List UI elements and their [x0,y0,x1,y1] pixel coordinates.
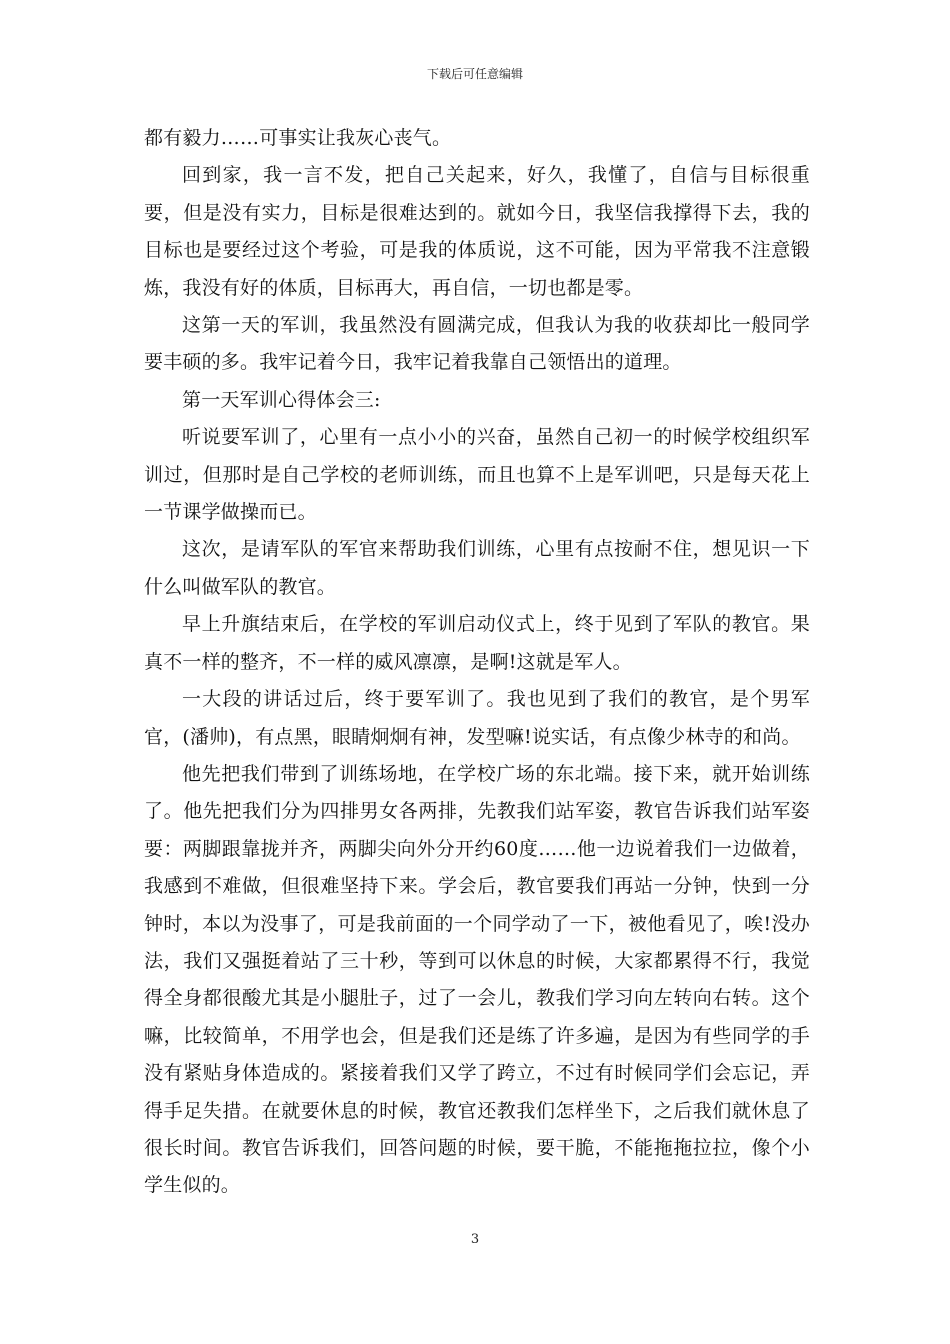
paragraph-5: 听说要军训了，心里有一点小小的兴奋，虽然自己初一的时候学校组织军训过，但那时是自己学校的老师训练，而且也算不上是军训吧，只是每天花上一节课学做操而已。 [144,426,810,524]
section-heading: 第一天军训心得体会三: [182,388,381,411]
paragraph-7: 早上升旗结束后，在学校的军训启动仪式上，终于见到了军队的教官。果真不一样的整齐，不一样的威风凛凛，是啊!这就是军人。 [144,613,810,673]
paragraph-2: 回到家，我一言不发，把自己关起来，好久，我懂了，自信与目标很重要，但是没有实力，目标是很难达到的。就如今日，我坚信我撑得下去，我的目标也是要经过这个考验，可是我的体质说，这不可能，因为平常我不注意锻炼，我没有好的体质，目标再大，再自信，一切也都是零。 [144,164,810,299]
paragraph-8: 一大段的讲话过后，终于要军训了。我也见到了我们的教官，是个男军官，(潘帅)，有点黑，眼睛炯炯有神，发型嘛!说实话，有点像少林寺的和尚。 [144,688,810,748]
page-number: 3 [470,1232,480,1247]
document-body [144,120,810,1205]
paragraph-6: 这次，是请军队的军官来帮助我们训练，心里有点按耐不住，想见识一下什么叫做军队的教官。 [144,538,810,598]
paragraph-3: 这第一天的军训，我虽然没有圆满完成，但我认为我的收获却比一般同学要丰硕的多。我牢记着今日，我牢记着我靠自己领悟出的道理。 [144,314,810,374]
paragraph-9: 他先把我们带到了训练场地，在学校广场的东北端。接下来，就开始训练了。他先把我们分为四排男女各两排，先教我们站军姿，教官告诉我们站军姿要：两脚跟靠拢并齐，两脚尖向外分开约60度……他一边说着我们一边做着，我感到不难做，但很难坚持下来。学会后，教官要我们再站一分钟，快到一分钟时，本以为没事了，可是我前面的一个同学动了一下，被他看见了，唉!没办法，我们又强挺着站了三十秒，等到可以休息的时候，大家都累得不行，我觉得全身都很酸尤其是小腿肚子，过了一会儿，教我们学习向左转向右转。这个嘛，比较简单，不用学也会，但是我们还是练了许多遍，是因为有些同学的手没有紧贴身体造成的。紧接着我们又学了跨立，不过有时候同学们会忘记，弄得手足失措。在就要休息的时候，教官还教我们怎样坐下，之后我们就休息了很长时间。教官告诉我们，回答问题的时候，要干脆，不能拖拖拉拉，像个小学生似的。 [144,762,810,1197]
page-header: 下载后可任意编辑 [426,67,523,81]
paragraph-1: 都有毅力……可事实让我灰心丧气。 [144,127,452,149]
